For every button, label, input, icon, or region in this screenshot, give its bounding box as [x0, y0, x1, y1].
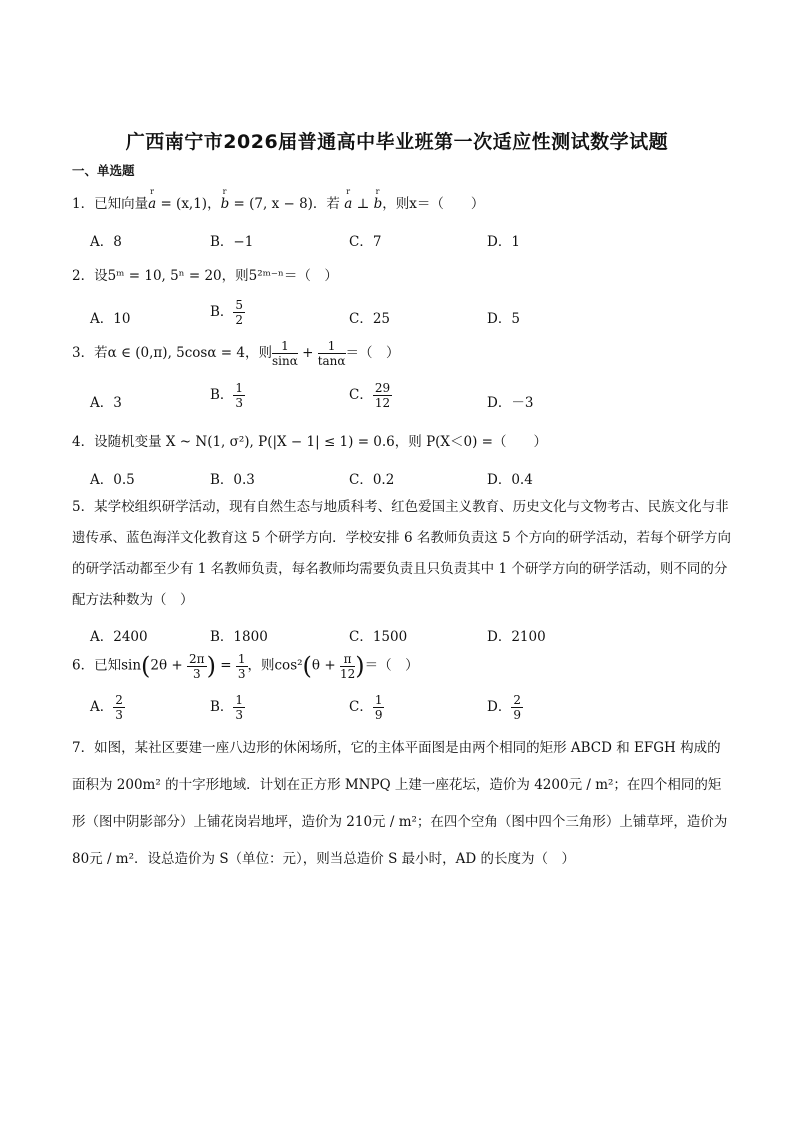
fraction: $\frac{2\pi}{3}$ [189, 651, 205, 681]
option-label: C． [349, 387, 373, 403]
perp-symbol: ⊥ [352, 196, 374, 212]
question-text: ，则x＝（ ） [382, 196, 485, 212]
option-d[interactable]: D．－3 [487, 395, 534, 411]
fraction: $\frac{5}{2}$ [235, 298, 244, 327]
question-text: ＝（ ） [345, 345, 400, 361]
option-b[interactable]: B．−1 [210, 234, 254, 250]
option-c[interactable]: C．1500 [349, 629, 408, 645]
option-label: A． [90, 699, 114, 715]
question-text: θ + [311, 657, 340, 674]
option-d[interactable]: D．2100 [487, 629, 546, 645]
question-5 [72, 492, 732, 616]
question-number: 5． [72, 499, 95, 515]
option-b[interactable]: B．1800 [210, 629, 268, 645]
option-a[interactable] [90, 694, 125, 721]
option-label: B． [210, 699, 234, 715]
question-number: 2． [72, 268, 95, 284]
fraction: $\frac{1}{3}$ [235, 381, 244, 410]
option-label: B． [210, 387, 234, 403]
option-a[interactable]: A．0.5 [90, 472, 135, 488]
fraction: $\frac{2}{9}$ [513, 693, 521, 722]
question-text: 已知sin [94, 657, 142, 674]
option-a[interactable]: A．2400 [90, 629, 148, 645]
option-c[interactable]: C．25 [349, 311, 391, 327]
paren: ( [141, 652, 151, 680]
fraction: $\frac{\pi}{12}$ [339, 651, 356, 681]
option-label: C． [349, 699, 373, 715]
fraction: $\frac{1}{\sin\alpha}$ [271, 339, 298, 368]
vector-a: r a [148, 187, 157, 212]
fraction: $\frac{1}{9}$ [374, 693, 383, 722]
question-text: 如图，某社区要建一座八边形的休闲场所，它的主体平面图是由两个相同的矩形 ABCD 和 EFGH 构成的面积为 200m² 的十字形地域．计划在正方形 MNPQ 上建一座花坛，造价为 4200元 / m²；在四个相同的矩形（图中阴影部分）上铺花岗岩地坪，造价为 210元 / m²；在四个空角（图中四个三角形）上铺草坪，造价为 80元 / m²．设总造价为 S（单位：元），则当总造价 S 最小时，AD 的长度为（ ） [72, 740, 728, 867]
question-1 [72, 187, 485, 212]
option-b[interactable] [210, 382, 245, 409]
question-7 [72, 730, 732, 878]
question-number: 3． [72, 345, 95, 361]
question-text: ＝（ ） [364, 657, 419, 674]
option-b[interactable] [210, 299, 245, 326]
option-b[interactable]: B．0.3 [210, 472, 255, 488]
question-number: 1． [72, 196, 95, 212]
equals: = [215, 657, 236, 674]
option-d[interactable]: D．5 [487, 311, 520, 327]
vector-b: r b [220, 187, 230, 212]
fraction: $\frac{29}{12}$ [374, 381, 391, 410]
question-text: 设5ᵐ = 10, 5ⁿ = 20，则5²ᵐ⁻ⁿ＝（ ） [94, 268, 338, 284]
paren: ) [206, 652, 216, 680]
vector-b: r b [373, 187, 383, 212]
section-heading: 一、单选题 [72, 163, 135, 178]
question-text: 已知向量 [94, 196, 149, 212]
option-label: B． [210, 304, 234, 320]
option-c[interactable] [349, 694, 384, 721]
plus: + [297, 345, 318, 361]
question-3 [72, 340, 400, 367]
option-label: D． [487, 699, 512, 715]
paren: ( [302, 652, 312, 680]
paren: ) [355, 652, 365, 680]
question-6 [72, 652, 419, 680]
question-text: = (7, x − 8)．若 [229, 196, 345, 212]
question-text: 某学校组织研学活动，现有自然生态与地质科考、红色爱国主义教育、历史文化与文物考古、民族文化与非遗传承、蓝色海洋文化教育这 5 个研学方向．学校安排 6 名教师负责这 5 个方向的研学活动，若每个研学方向的研学活动都至少有 1 名教师负责，每名教师均需要负责且只负责其中 1 个研学方向的研学活动，则不同的分配方法种数为（ ） [72, 499, 732, 608]
option-d[interactable] [487, 694, 523, 721]
fraction: $\frac{1}{\tan\alpha}$ [317, 339, 346, 368]
option-a[interactable]: A．3 [90, 395, 122, 411]
fraction: $\frac{1}{3}$ [237, 651, 246, 681]
question-text: = (x,1)， [156, 196, 221, 212]
question-4 [72, 430, 547, 450]
vector-a: r a [344, 187, 353, 212]
question-text: 2θ + [150, 657, 188, 674]
option-c[interactable] [349, 382, 392, 409]
option-d[interactable]: D．1 [487, 234, 520, 250]
question-number: 6． [72, 657, 95, 674]
question-number: 4． [72, 434, 95, 450]
fraction: $\frac{1}{3}$ [235, 693, 244, 722]
option-a[interactable]: A．8 [90, 234, 122, 250]
option-a[interactable]: A．10 [90, 311, 131, 327]
question-text: ，则cos² [247, 657, 303, 674]
option-d[interactable]: D．0.4 [487, 472, 533, 488]
question-text: 设随机变量 X ~ N(1, σ²), P(|X − 1| ≤ 1) = 0.6，则 P(X＜0) =（ ） [94, 434, 547, 450]
question-2 [72, 264, 338, 284]
page-title: 广西南宁市2026届普通高中毕业班第一次适应性测试数学试题 [125, 131, 669, 153]
question-text: 若α ∈ (0,π), 5cosα = 4，则 [94, 345, 272, 361]
option-b[interactable] [210, 694, 245, 721]
option-c[interactable]: C．0.2 [349, 472, 395, 488]
fraction: $\frac{2}{3}$ [115, 693, 123, 722]
option-c[interactable]: C．7 [349, 234, 382, 250]
question-number: 7． [72, 740, 95, 756]
